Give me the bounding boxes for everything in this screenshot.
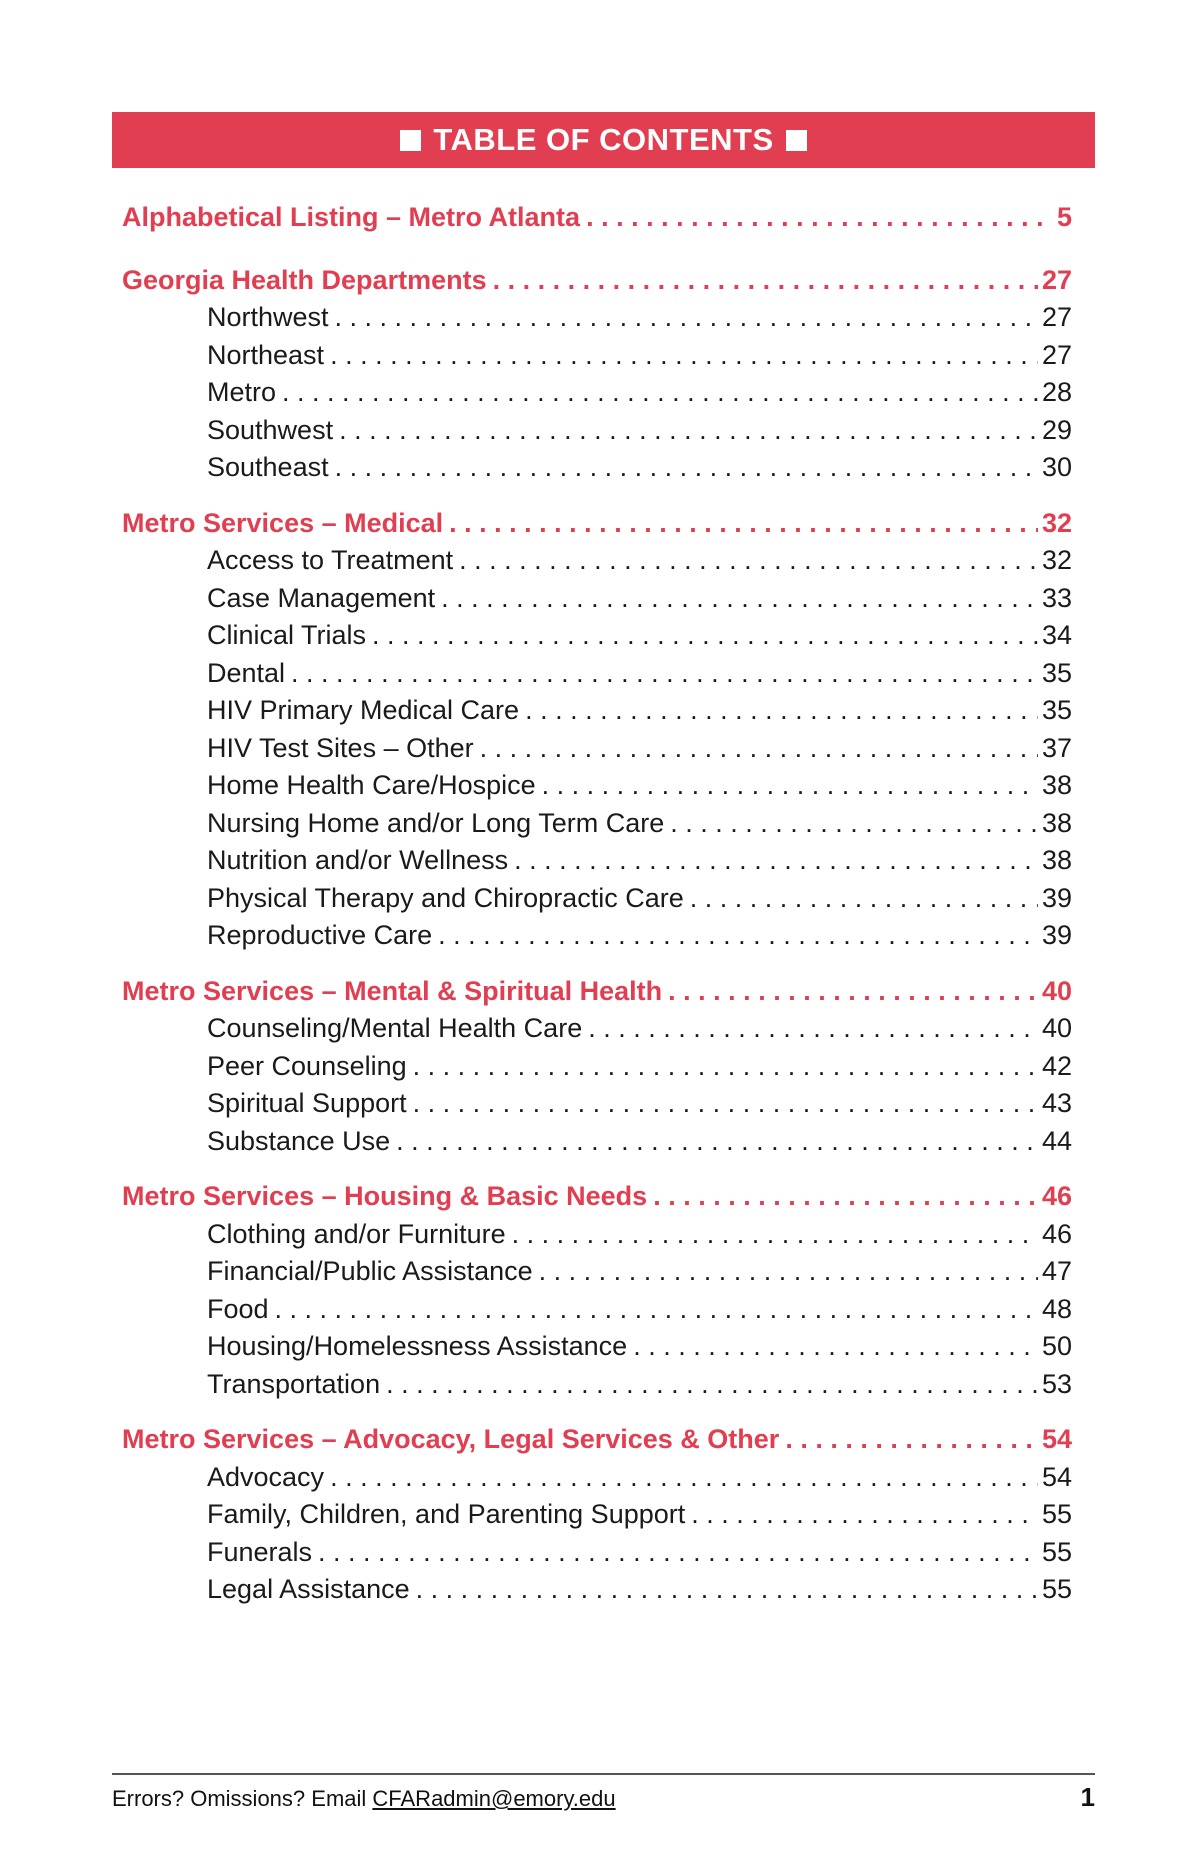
toc-item-food[interactable] [122,1291,1072,1329]
leader-dots [339,412,1038,450]
leader-dots [330,337,1038,375]
item-page: 38 [1041,845,1072,875]
section-page: 46 [1041,1181,1072,1211]
item-label: Physical Therapy and Chiropractic Care [207,882,684,913]
item-page: 48 [1041,1293,1072,1324]
toc-item-home-health-care[interactable] [122,767,1072,805]
toc-item-southeast[interactable] [122,449,1072,487]
banner-content [400,122,806,158]
leader-dots [330,1459,1038,1497]
item-page: 47 [1041,1256,1072,1286]
leader-dots [413,1048,1038,1086]
item-page: 30 [1041,452,1072,482]
square-bullet-icon [786,130,807,151]
leader-dots [372,617,1038,655]
toc-item-nursing-home[interactable] [122,805,1072,843]
table-of-contents [122,199,1072,1609]
item-page: 33 [1041,582,1072,613]
banner-title: TABLE OF CONTENTS [433,122,774,157]
item-label: Clothing and/or Furniture [207,1218,506,1249]
leader-dots [291,655,1038,693]
toc-item-reproductive-care[interactable] [122,917,1072,955]
leader-dots [335,449,1038,487]
toc-item-northwest[interactable] [122,299,1072,337]
leader-dots [386,1366,1038,1404]
leader-dots [480,730,1038,768]
leader-dots [438,917,1038,955]
toc-section-alphabetical[interactable] [122,199,1072,237]
leader-dots [525,692,1038,730]
item-label: Legal Assistance [207,1574,410,1604]
toc-item-counseling[interactable] [122,1010,1072,1048]
section-page: 5 [1056,202,1072,232]
item-page: 38 [1041,807,1072,838]
toc-item-clothing[interactable] [122,1216,1072,1254]
item-label: Financial/Public Assistance [207,1256,533,1286]
item-page: 55 [1041,1499,1072,1529]
item-page: 39 [1041,882,1072,913]
section-label: Metro Services – Mental & Spiritual Health [122,975,663,1006]
toc-item-funerals[interactable] [122,1534,1072,1572]
item-page: 44 [1041,1125,1072,1156]
toc-item-substance-use[interactable] [122,1123,1072,1161]
toc-banner [112,112,1095,168]
item-label: Dental [207,657,286,688]
item-page: 46 [1041,1218,1072,1249]
toc-item-access-to-treatment[interactable] [122,542,1072,580]
leader-dots [588,1010,1038,1048]
section-label: Metro Services – Housing & Basic Needs [122,1181,648,1211]
leader-dots [275,1291,1038,1329]
toc-item-spiritual-support[interactable] [122,1085,1072,1123]
item-label: HIV Primary Medical Care [207,695,520,725]
toc-item-physical-therapy[interactable] [122,880,1072,918]
leader-dots [514,842,1038,880]
leader-dots [416,1571,1038,1609]
leader-dots [282,374,1038,412]
toc-item-nutrition[interactable] [122,842,1072,880]
item-label: Case Management [207,582,436,613]
page-number: 1 [1080,1782,1095,1812]
section-page: 54 [1041,1424,1072,1454]
item-label: Family, Children, and Parenting Support [207,1499,686,1529]
item-page: 34 [1041,620,1072,650]
item-label: Housing/Homelessness Assistance [207,1331,628,1361]
toc-section-medical[interactable] [122,505,1072,543]
toc-item-hiv-primary-care[interactable] [122,692,1072,730]
toc-item-legal-assistance[interactable] [122,1571,1072,1609]
item-label: HIV Test Sites – Other [207,732,474,763]
item-page: 35 [1041,657,1072,688]
section-page: 27 [1041,264,1072,295]
toc-item-case-management[interactable] [122,580,1072,618]
toc-item-peer-counseling[interactable] [122,1048,1072,1086]
leader-dots [396,1123,1038,1161]
leader-dots [539,1253,1038,1291]
toc-item-dental[interactable] [122,655,1072,693]
toc-section-mental-spiritual[interactable] [122,973,1072,1011]
item-page: 43 [1041,1088,1072,1118]
item-label: Reproductive Care [207,920,433,950]
section-page: 32 [1041,507,1072,538]
footer-divider [112,1773,1095,1775]
leader-dots [586,199,1053,237]
email-link[interactable]: CFARadmin@emory.edu [372,1786,616,1811]
item-page: 39 [1041,920,1072,950]
footer-note [112,1786,616,1812]
toc-item-transportation[interactable] [122,1366,1072,1404]
item-label: Nutrition and/or Wellness [207,845,509,875]
item-label: Advocacy [207,1461,325,1492]
leader-dots [653,1178,1038,1216]
item-page: 27 [1041,339,1072,370]
footer-prefix: Errors? Omissions? Email [112,1786,373,1811]
section-label: Metro Services – Advocacy, Legal Services & Other [122,1424,780,1454]
leader-dots [542,767,1038,805]
item-label: Food [207,1293,269,1324]
item-page: 40 [1041,1013,1072,1043]
leader-dots [459,542,1038,580]
item-label: Spiritual Support [207,1088,407,1118]
leader-dots [691,1496,1038,1534]
leader-dots [690,880,1038,918]
item-page: 27 [1041,302,1072,332]
leader-dots [318,1534,1038,1572]
item-label: Peer Counseling [207,1050,407,1081]
item-page: 55 [1041,1574,1072,1604]
toc-item-housing-assistance[interactable] [122,1328,1072,1366]
leader-dots [785,1421,1038,1459]
page-footer [112,1782,1095,1813]
item-page: 37 [1041,732,1072,763]
item-label: Southeast [207,452,329,482]
item-page: 32 [1041,545,1072,575]
leader-dots [413,1085,1038,1123]
toc-item-family-support[interactable] [122,1496,1072,1534]
leader-dots [670,805,1038,843]
item-page: 42 [1041,1050,1072,1081]
section-label: Metro Services – Medical [122,507,444,538]
item-page: 29 [1041,414,1072,445]
item-label: Metro [207,377,277,407]
item-label: Counseling/Mental Health Care [207,1013,583,1043]
item-label: Northwest [207,302,329,332]
item-page: 55 [1041,1536,1072,1567]
item-label: Home Health Care/Hospice [207,770,536,800]
item-page: 28 [1041,377,1072,407]
toc-section-housing[interactable] [122,1178,1072,1216]
section-label: Alphabetical Listing – Metro Atlanta [122,202,581,232]
square-bullet-icon [400,130,421,151]
item-label: Access to Treatment [207,545,454,575]
item-label: Substance Use [207,1125,391,1156]
leader-dots [449,505,1038,543]
item-label: Transportation [207,1368,381,1399]
toc-item-hiv-test-sites[interactable] [122,730,1072,768]
section-page: 40 [1041,975,1072,1006]
item-label: Nursing Home and/or Long Term Care [207,807,665,838]
leader-dots [493,262,1038,300]
item-label: Clinical Trials [207,620,367,650]
item-page: 50 [1041,1331,1072,1361]
item-page: 35 [1041,695,1072,725]
item-label: Southwest [207,414,334,445]
item-page: 38 [1041,770,1072,800]
section-label: Georgia Health Departments [122,264,487,295]
leader-dots [633,1328,1038,1366]
toc-item-metro[interactable] [122,374,1072,412]
leader-dots [335,299,1038,337]
toc-section-advocacy[interactable] [122,1421,1072,1459]
item-page: 54 [1041,1461,1072,1492]
leader-dots [512,1216,1038,1254]
item-page: 53 [1041,1368,1072,1399]
item-label: Funerals [207,1536,313,1567]
toc-item-clinical-trials[interactable] [122,617,1072,655]
toc-item-advocacy[interactable] [122,1459,1072,1497]
leader-dots [441,580,1038,618]
item-label: Northeast [207,339,325,370]
toc-item-southwest[interactable] [122,412,1072,450]
toc-item-financial-assistance[interactable] [122,1253,1072,1291]
leader-dots [668,973,1038,1011]
toc-item-northeast[interactable] [122,337,1072,375]
toc-section-georgia-health[interactable] [122,262,1072,300]
